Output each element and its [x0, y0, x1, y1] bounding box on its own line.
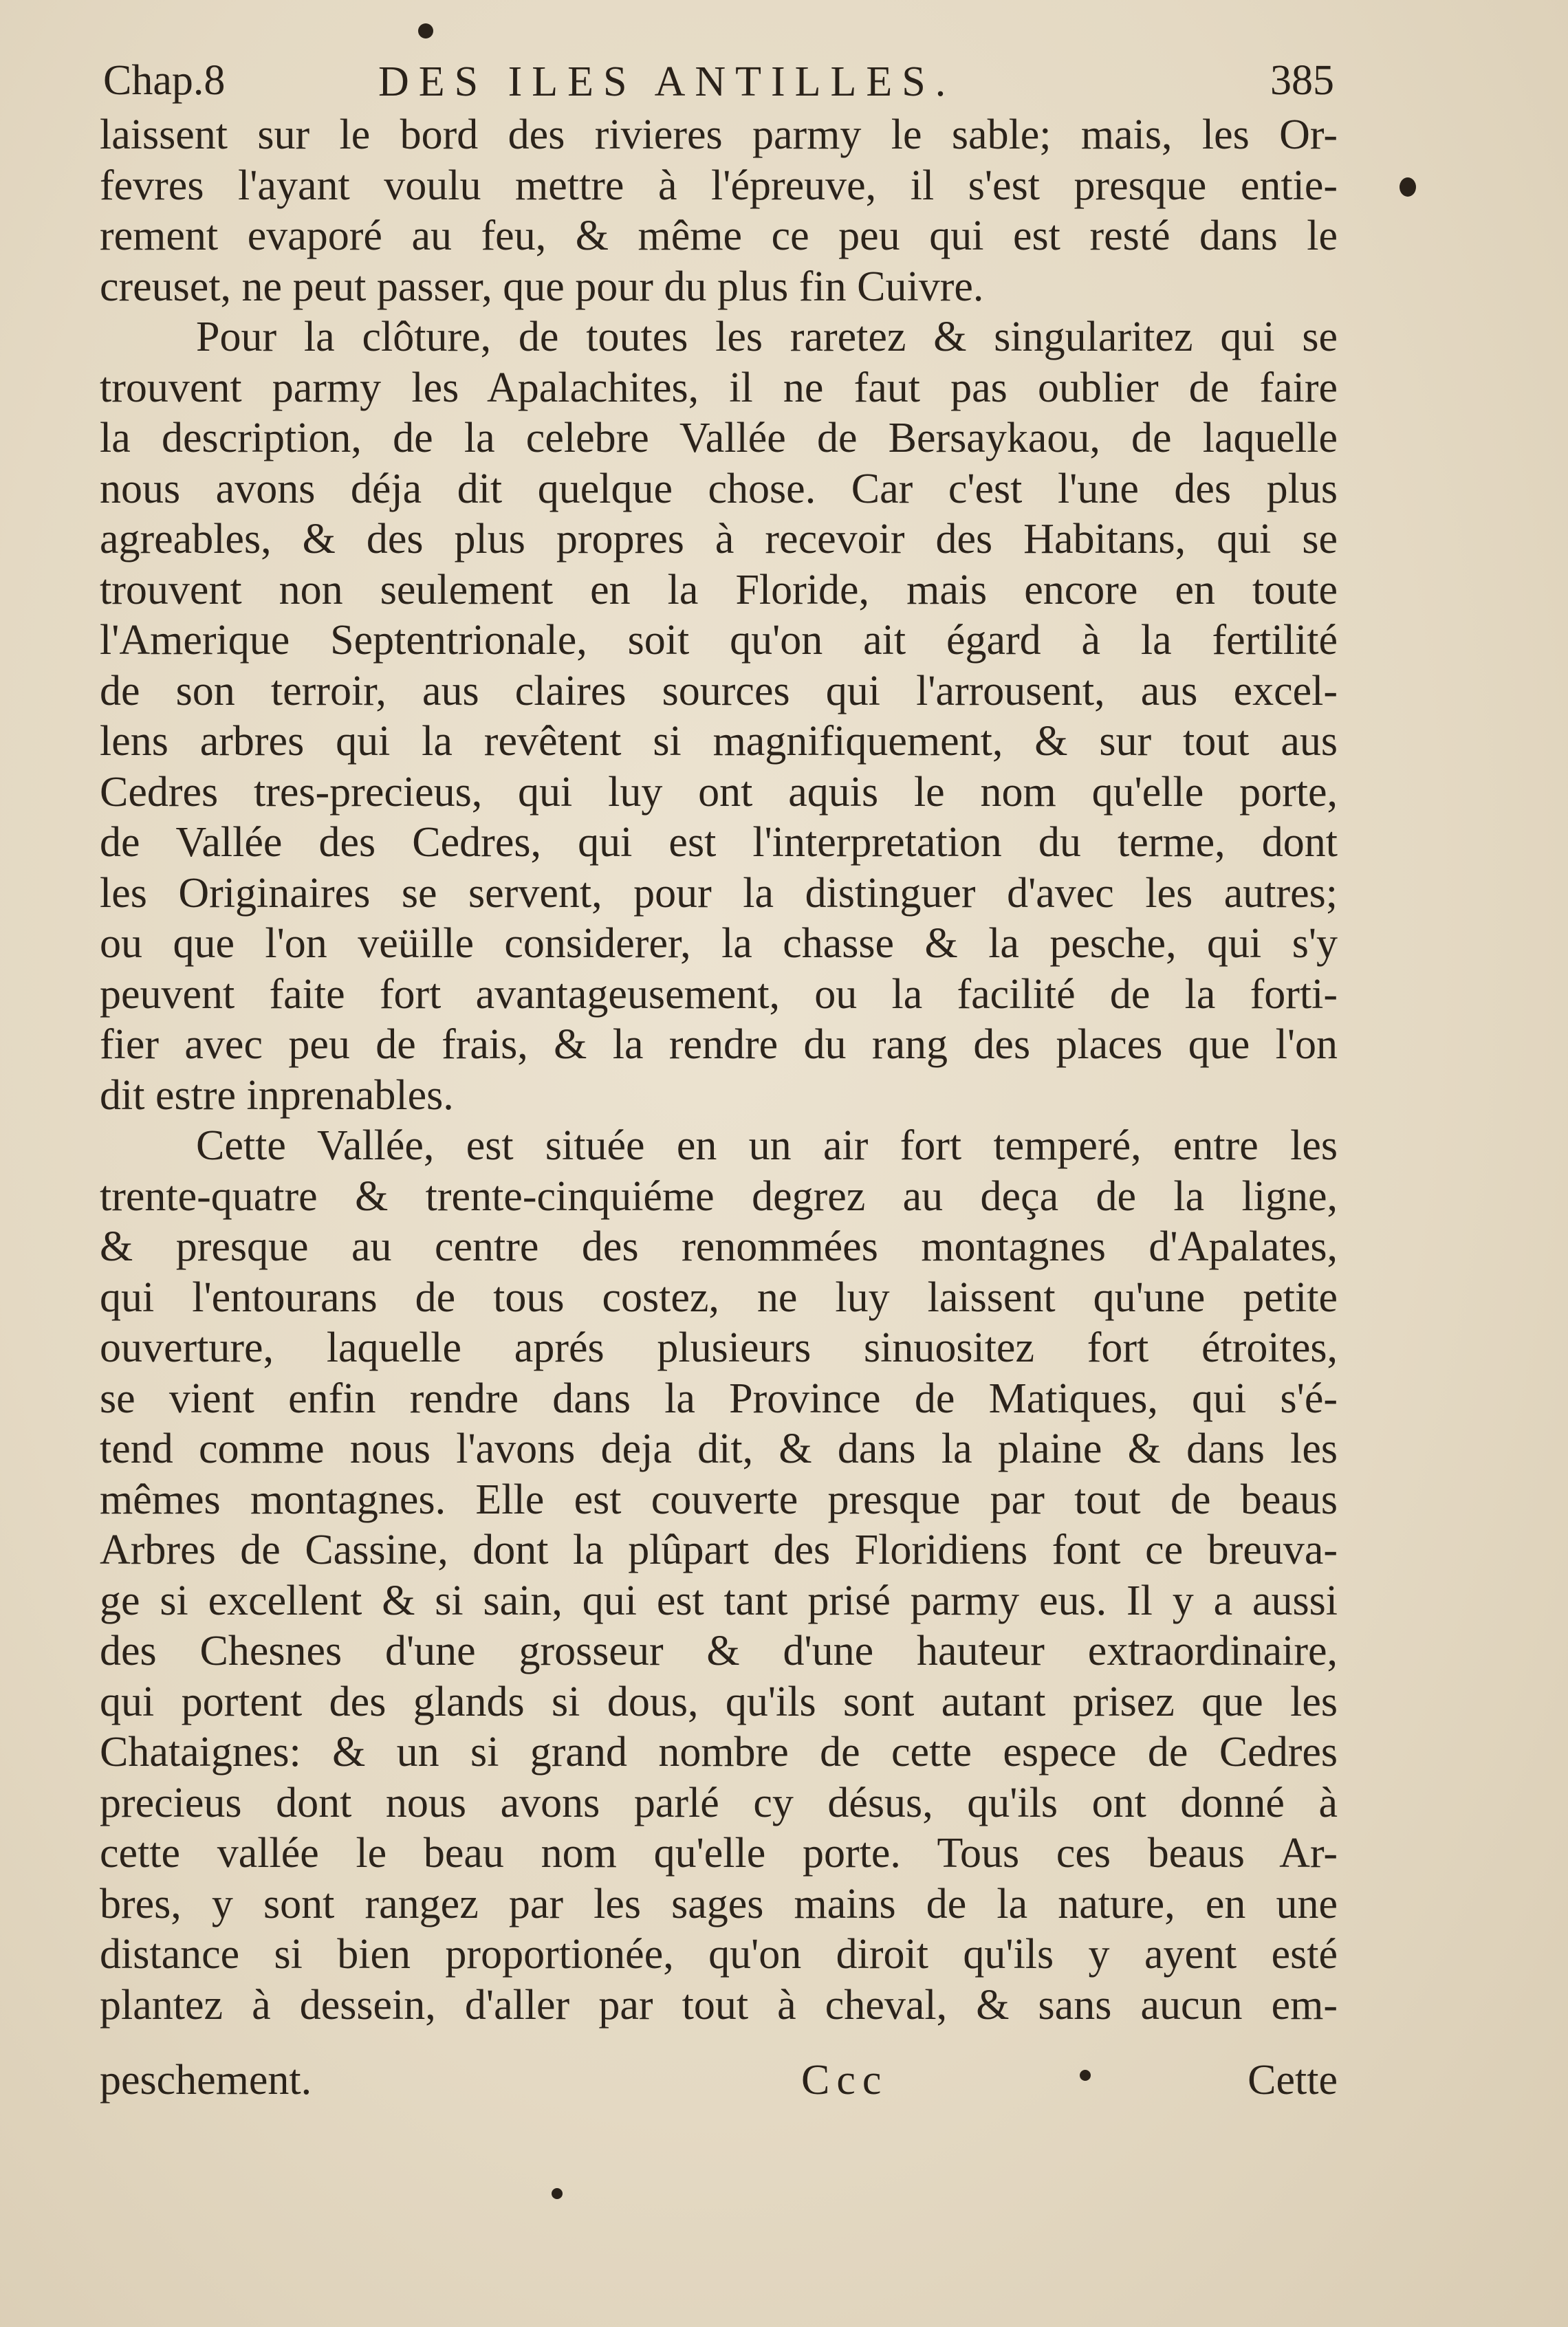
- text-line: peuvent faite fort avantageusement, ou la facilité de la forti-: [100, 970, 1338, 1018]
- text-line: mêmes montagnes. Elle est couverte presque par tout de beaus: [100, 1476, 1338, 1523]
- text-line: Chataignes: & un si grand nombre de cette espece de Cedres: [100, 1729, 1338, 1776]
- text-line: ge si excellent & si sain, qui est tant prisé parmy eus. Il y a aussi: [100, 1577, 1338, 1624]
- text-line: qui l'entourans de tous costez, ne luy laissent qu'une petite: [100, 1274, 1338, 1321]
- text-line: Cedres tres-precieus, qui luy ont aquis le nom qu'elle porte,: [100, 768, 1338, 816]
- text-line: qui portent des glands si dous, qu'ils sont autant prisez que les: [100, 1678, 1338, 1725]
- text-line: de Vallée des Cedres, qui est l'interpretation du terme, dont: [100, 819, 1338, 866]
- running-title: DES ILES ANTILLES.: [378, 58, 956, 105]
- ink-spot: [418, 23, 433, 39]
- text-line: les Originaires se servent, pour la distinguer d'avec les autres;: [100, 869, 1338, 917]
- text-line: ou que l'on veüille considerer, la chasse & la pesche, qui s'y: [100, 920, 1338, 967]
- text-line: nous avons déja dit quelque chose. Car c'est l'une des plus: [100, 465, 1338, 512]
- ink-spot: [1400, 177, 1416, 197]
- ink-spot: [552, 2188, 563, 2199]
- text-line: distance si bien proportionée, qu'on diroit qu'ils y ayent esté: [100, 1931, 1338, 1978]
- running-header: [103, 48, 1334, 110]
- text-line: rement evaporé au feu, & même ce peu qui est resté dans le: [100, 212, 1338, 259]
- catchword: Cette: [1248, 2057, 1338, 2104]
- text-line: & presque au centre des renommées montagnes d'Apalates,: [100, 1223, 1338, 1270]
- text-line: plantez à dessein, d'aller par tout à cheval, & sans aucun em-: [100, 1981, 1338, 2029]
- text-line: fevres l'ayant voulu mettre à l'épreuve, il s'est presque entie-: [100, 162, 1338, 209]
- text-line: dit estre inprenables.: [100, 1071, 454, 1119]
- text-line: trente-quatre & trente-cinquiéme degrez au deça de la ligne,: [100, 1172, 1338, 1220]
- text-line: lens arbres qui la revêtent si magnifiquement, & sur tout aus: [100, 718, 1338, 765]
- text-line: trouvent parmy les Apalachites, il ne faut pas oublier de faire: [100, 364, 1338, 411]
- closing-word: peschement.: [100, 2057, 312, 2104]
- signature-mark: Ccc: [801, 2057, 889, 2104]
- text-line: l'Amerique Septentrionale, soit qu'on ait égard à la fertilité: [100, 617, 1338, 664]
- chapter-label: Chap.8: [103, 57, 226, 104]
- body-text: [100, 110, 1338, 2031]
- text-line: tend comme nous l'avons deja dit, & dans la plaine & dans les: [100, 1425, 1338, 1472]
- text-line: fier avec peu de frais, & la rendre du rang des places que l'on: [100, 1021, 1338, 1068]
- text-line: des Chesnes d'une grosseur & d'une hauteur extraordinaire,: [100, 1628, 1338, 1674]
- text-line: Arbres de Cassine, dont la plûpart des Floridiens font ce breuva-: [100, 1527, 1338, 1573]
- text-line: laissent sur le bord des rivieres parmy le sable; mais, les Or-: [100, 111, 1338, 158]
- text-line: cette vallée le beau nom qu'elle porte. Tous ces beaus Ar-: [100, 1830, 1338, 1877]
- paragraph-start-line: Pour la clôture, de toutes les raretez & singularitez qui se: [196, 314, 1338, 360]
- ink-spot: [1080, 2070, 1091, 2081]
- text-line: de son terroir, aus claires sources qui l'arrousent, aus excel-: [100, 667, 1338, 714]
- text-line: precieus dont nous avons parlé cy désus, qu'ils ont donné à: [100, 1779, 1338, 1826]
- text-line: la description, de la celebre Vallée de Bersaykaou, de laquelle: [100, 415, 1338, 461]
- catch-line: [100, 2056, 1338, 2111]
- text-line: agreables, & des plus propres à recevoir des Habitans, qui se: [100, 516, 1338, 562]
- text-line: se vient enfin rendre dans la Province de Matiques, qui s'é-: [100, 1375, 1338, 1422]
- text-line: creuset, ne peut passer, que pour du plus fin Cuivre.: [100, 263, 984, 310]
- paragraph-start-line: Cette Vallée, est située en un air fort temperé, entre les: [196, 1122, 1338, 1169]
- text-line: bres, y sont rangez par les sages mains de la nature, en une: [100, 1880, 1338, 1927]
- text-line: trouvent non seulement en la Floride, mais encore en toute: [100, 566, 1338, 613]
- text-line: ouverture, laquelle aprés plusieurs sinuositez fort étroites,: [100, 1324, 1338, 1371]
- page-number: 385: [1270, 57, 1334, 104]
